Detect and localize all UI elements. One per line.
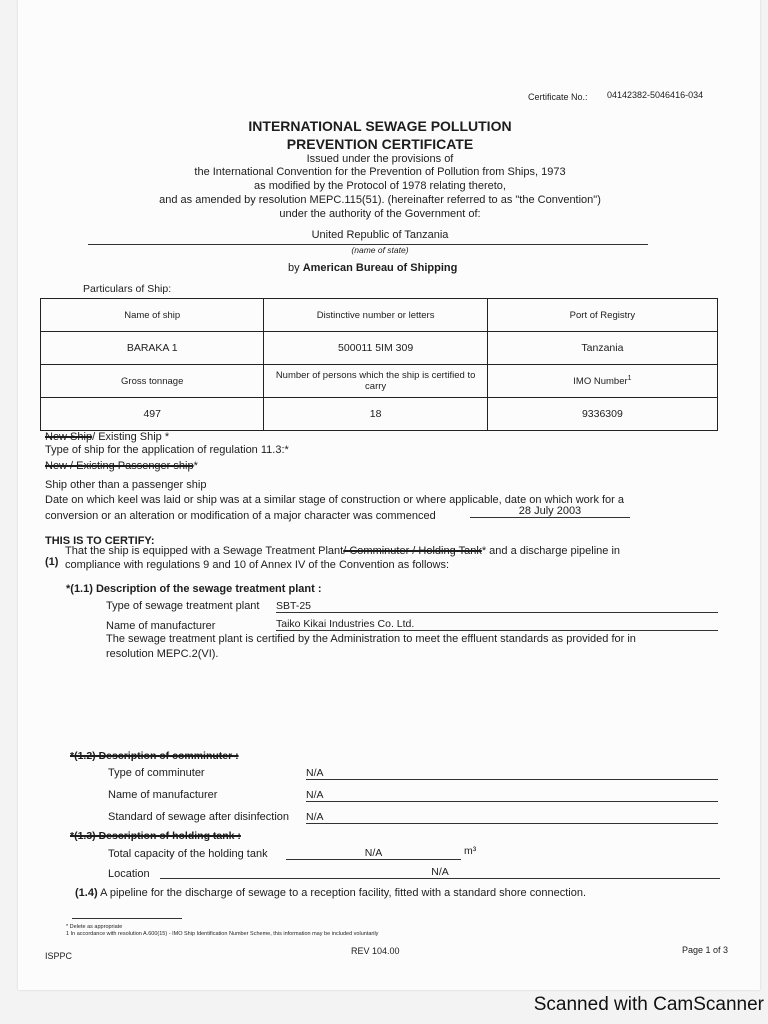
new-existing-line [45,431,169,443]
particulars-heading: Particulars of Ship: [83,283,172,295]
header-cell: Distinctive number or letters [264,299,487,332]
footnote-1: * Delete as appropriate [66,924,123,930]
keel-date: 28 July 2003 [470,505,630,518]
plant-type-value: SBT-25 [276,600,718,613]
camscanner-watermark: Scanned with CamScanner [533,994,764,1015]
keel-line-2: conversion or an alteration or modification of a major character was commenced [45,510,436,522]
certify-pipeline-text: * and a discharge pipeline in [481,545,621,557]
pipeline-line [75,887,586,899]
certificate-number-label: Certificate No.: [528,92,588,102]
comminuter-mfr-value: N/A [306,789,718,802]
comminuter-type-value: N/A [306,767,718,780]
issued-line-1: Issued under the provisions of [306,153,454,165]
issued-line-4: and as amended by resolution MEPC.115(51). (hereinafter referred to as "the Convention") [159,194,601,206]
header-cell: Name of ship [41,299,264,332]
issuer-name: American Bureau of Shipping [302,262,458,274]
particulars-table [40,298,718,431]
title-line1: INTERNATIONAL SEWAGE POLLUTION [248,118,512,134]
comminuter-type-label: Type of comminuter [108,767,205,779]
existing-ship: / Existing Ship * [92,431,170,443]
type-of-ship-line: Type of ship for the application of regulation 11.3:* [45,444,289,456]
certify-plant-text: That the ship is equipped with a Sewage Treatment Plant [65,545,344,557]
ship-name-cell: BARAKA 1 [41,332,264,365]
holding-location-label: Location [108,868,150,880]
pipeline-number: (1.4) [75,887,98,899]
table-row [41,332,718,365]
persons-cell: 18 [264,398,487,431]
holding-location-value: N/A [160,866,720,879]
state-name: United Republic of Tanzania [311,229,449,241]
distinctive-number-cell: 500011 5IM 309 [264,332,487,365]
holding-capacity-unit: m³ [464,845,477,857]
issuer-prefix: by [288,262,300,274]
state-caption: (name of state) [351,245,409,255]
imo-footnote-mark: 1 [627,374,632,382]
plant-heading: *(1.1) Description of the sewage treatment plant : [66,583,322,595]
table-row [41,299,718,332]
header-cell: Number of persons which the ship is certified to carry [264,365,487,398]
comminuter-std-label: Standard of sewage after disinfection [108,811,290,823]
issued-line-2: the International Convention for the Prevention of Pollution from Ships, 1973 [194,166,566,178]
header-cell: Port of Registry [487,299,717,332]
imo-header-label: IMO Number [573,376,628,388]
issued-line-3: as modified by the Protocol of 1978 relating thereto, [254,180,506,192]
imo-number-cell: 9336309 [487,398,717,431]
comminuter-heading-struck: *(1.2) Description of comminuter : [70,750,239,762]
certify-number: (1) [45,556,59,568]
plant-mfr-value: Taiko Kikai Industries Co. Ltd. [276,618,718,631]
plant-certified-line-1: The sewage treatment plant is certified by the Administration to meet the effluent standards as provided for in [106,633,636,645]
passenger-struck: New / Existing Passenger ship [45,460,194,472]
certify-line-1 [65,545,620,557]
new-ship-struck: New Ship [45,431,93,443]
holding-heading-struck: *(1.3) Description of holding tank : [70,830,241,842]
issuer-line [288,262,457,274]
header-cell [487,365,717,398]
comminuter-mfr-label: Name of manufacturer [108,789,218,801]
header-cell: Gross tonnage [41,365,264,398]
holding-capacity-label: Total capacity of the holding tank [108,848,268,860]
certify-struck-text: / Comminuter / Holding Tank [343,545,482,557]
form-code: ISPPC [45,951,73,961]
certify-heading: THIS IS TO CERTIFY: [45,535,155,547]
issued-line-5: under the authority of the Government of: [279,208,481,220]
certificate-number: 04142382-5046416-034 [607,90,704,100]
table-row [41,365,718,398]
gross-tonnage-cell: 497 [41,398,264,431]
revision: REV 104.00 [351,946,400,956]
pipeline-text: A pipeline for the discharge of sewage to a reception facility, fitted with a standard shore connection. [100,887,586,899]
passenger-line [45,460,198,472]
plant-mfr-label: Name of manufacturer [106,620,216,632]
page-number: Page 1 of 3 [682,945,729,955]
title-line2: PREVENTION CERTIFICATE [286,136,474,152]
ship-other-line: Ship other than a passenger ship [45,479,207,491]
footnote-2: 1 In accordance with resolution A.600(15) - IMO Ship Identification Number Scheme, this information may be included voluntarily [66,931,379,937]
certify-line-2: compliance with regulations 9 and 10 of Annex IV of the Convention as follows: [65,559,450,571]
footnote-divider [72,918,182,919]
passenger-star: * [193,460,198,472]
plant-certified-line-2: resolution MEPC.2(VI). [106,648,219,660]
holding-capacity-value: N/A [286,847,461,860]
plant-type-label: Type of sewage treatment plant [106,600,260,612]
keel-line-1: Date on which keel was laid or ship was at a similar stage of construction or where applicable, date on which work for a [45,494,625,506]
table-row [41,398,718,431]
comminuter-std-value: N/A [306,811,718,824]
port-registry-cell: Tanzania [487,332,717,365]
